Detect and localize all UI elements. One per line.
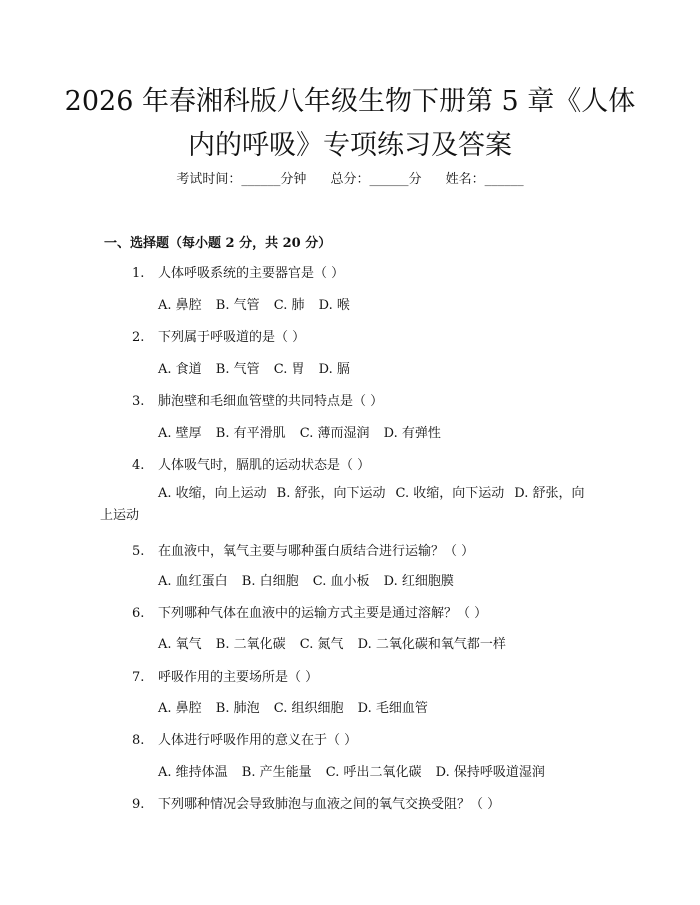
option-c: C. 呼出二氧化碳: [325, 765, 422, 780]
option-d: D. 二氧化碳和氧气都一样: [357, 637, 506, 652]
question-text: 在血液中，氧气主要与哪种蛋白质结合进行运输？（ ）: [158, 544, 475, 559]
option-a: A. 血红蛋白: [158, 574, 228, 589]
question-text: 肺泡壁和毛细血管壁的共同特点是（ ）: [158, 394, 384, 409]
question-9: [132, 793, 500, 812]
student-name: 姓名：______: [445, 172, 524, 187]
question-number: 5.: [132, 544, 145, 559]
question-1: [132, 262, 344, 281]
option-c: C. 收缩，向下运动: [395, 486, 505, 501]
option-b: B. 气管: [215, 298, 260, 313]
option-c: C. 胃: [273, 362, 305, 377]
option-d: D. 喉: [318, 298, 350, 313]
option-d: D. 红细胞膜: [383, 574, 454, 589]
question-number: 9.: [132, 797, 145, 812]
question-text: 下列属于呼吸道的是（ ）: [158, 330, 306, 345]
question-3: [132, 390, 383, 409]
question-4: [132, 454, 370, 473]
question-6: [132, 602, 487, 621]
question-6-options: [158, 633, 516, 652]
question-number: 8.: [132, 733, 145, 748]
option-a: A. 食道: [158, 362, 202, 377]
question-2: [132, 326, 305, 345]
option-a: A. 壁厚: [158, 426, 202, 441]
option-b: B. 有平滑肌: [215, 426, 286, 441]
question-text: 人体吸气时，膈肌的运动状态是（ ）: [158, 458, 371, 473]
page-title: 2026 年春湘科版八年级生物下册第 5 章《人体内的呼吸》专项练习及答案: [64, 86, 636, 161]
option-c: C. 肺: [273, 298, 305, 313]
section-heading: 一、选择题（每小题 2 分，共 20 分）: [104, 236, 332, 251]
option-b: B. 二氧化碳: [215, 637, 286, 652]
question-4-options: [100, 483, 590, 527]
question-number: 3.: [132, 394, 145, 409]
option-a: A. 收缩，向上运动: [158, 486, 267, 501]
option-b: B. 肺泡: [215, 701, 260, 716]
option-a: A. 鼻腔: [158, 298, 202, 313]
option-d: D. 保持呼吸道湿润: [435, 765, 545, 780]
question-1-options: [158, 294, 360, 313]
exam-meta: [0, 168, 700, 187]
question-text: 人体呼吸系统的主要器官是（ ）: [158, 266, 345, 281]
option-a: A. 氧气: [158, 637, 202, 652]
option-a: A. 鼻腔: [158, 701, 202, 716]
question-8: [132, 729, 357, 748]
question-number: 7.: [132, 670, 145, 685]
question-8-options: [158, 761, 555, 780]
question-number: 6.: [132, 606, 145, 621]
question-number: 2.: [132, 330, 145, 345]
question-text: 下列哪种气体在血液中的运输方式主要是通过溶解？（ ）: [158, 606, 488, 621]
question-2-options: [158, 358, 360, 377]
question-text: 呼吸作用的主要场所是（ ）: [158, 670, 319, 685]
question-text: 下列哪种情况会导致肺泡与血液之间的氧气交换受阻？（ ）: [158, 797, 501, 812]
option-c: C. 血小板: [312, 574, 370, 589]
option-c: C. 组织细胞: [273, 701, 344, 716]
option-a: A. 维持体温: [158, 765, 228, 780]
question-5: [132, 540, 474, 559]
question-3-options: [158, 422, 451, 441]
total-score: 总分：______分: [330, 172, 422, 187]
option-b: B. 白细胞: [241, 574, 299, 589]
question-5-options: [158, 570, 464, 589]
option-c: C. 薄而湿润: [299, 426, 370, 441]
option-c: C. 氮气: [299, 637, 344, 652]
option-b: B. 舒张，向下运动: [276, 486, 386, 501]
question-number: 4.: [132, 458, 145, 473]
option-b: B. 气管: [215, 362, 260, 377]
question-text: 人体进行呼吸作用的意义在于（ ）: [158, 733, 358, 748]
option-b: B. 产生能量: [241, 765, 312, 780]
option-d: D. 舒张，向上运动: [100, 486, 585, 523]
exam-time: 考试时间：______分钟: [176, 172, 307, 187]
option-d: D. 有弹性: [383, 426, 441, 441]
question-7-options: [158, 697, 438, 716]
question-7: [132, 666, 318, 685]
option-d: D. 毛细血管: [357, 701, 428, 716]
option-d: D. 膈: [318, 362, 350, 377]
question-number: 1.: [132, 266, 145, 281]
